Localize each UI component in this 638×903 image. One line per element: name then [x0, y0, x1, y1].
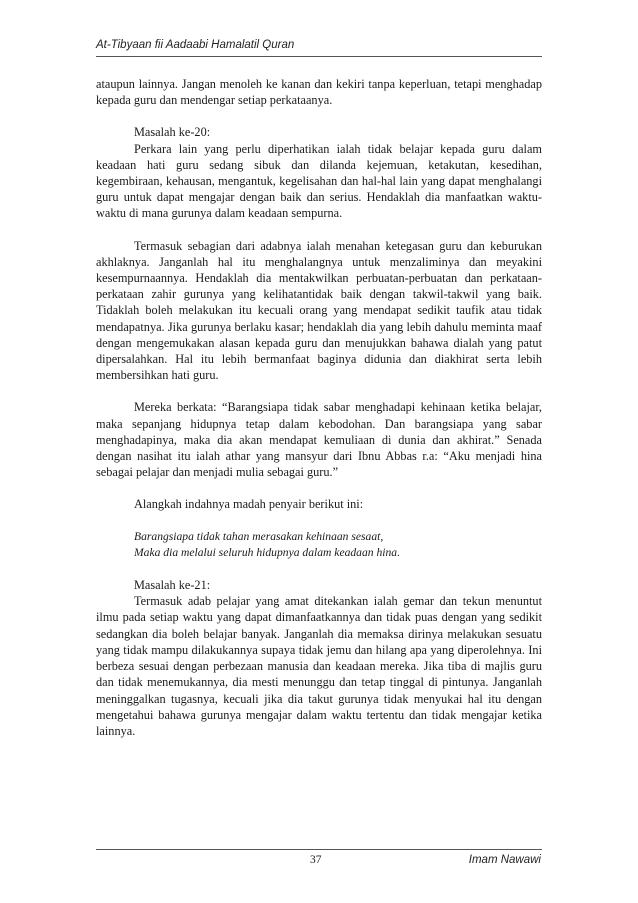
paragraph-continued: ataupun lainnya. Jangan menoleh ke kanan dan kekiri tanpa keperluan, tetapi menghadap kepada guru dan mendengar setiap perkataanya.	[96, 77, 542, 108]
poem-line: Barangsiapa tidak tahan merasakan kehinaan sesaat,	[134, 529, 384, 543]
paragraph: Mereka berkata: “Barangsiapa tidak sabar menghadapi kehinaan ketika belajar, maka sepanjang hidupnya tetap dalam kebodohan. Dan barangsiapa yang sabar menghadapinya, maka dia akan mendapat kemuliaan di dunia dan akhirat.” Senada dengan nasihat itu ialah athar yang mansyur dari Ibnu Abbas r.a: “Aku menjadi hina sebagai pelajar dan menjadi mulia sebagai guru.”	[96, 400, 542, 480]
paragraph-poem-intro: Alangkah indahnya madah penyair berikut ini:	[134, 497, 364, 512]
page-number: 37	[310, 854, 322, 866]
footer-author: Imam Nawawi	[468, 854, 541, 866]
running-header-title: At-Tibyaan fii Aadaabi Hamalatil Quran	[96, 39, 295, 51]
paragraph: Perkara lain yang perlu diperhatikan ialah tidak belajar kepada guru dalam keadaan hati guru sedang sibuk dan dilanda kejemuan, ketakutan, kesedihan, kegembiraan, kehausan, mengantuk, kegelisahan dan hal-hal lain yang dapat menghalangi guru untuk dapat mengajar dengan baik dan serius. Hendaklah dia manfaatkan waktu-waktu di mana gurunya dalam keadaan sempurna.	[96, 141, 542, 221]
poem-line: Maka dia melalui seluruh hidupnya dalam keadaan hina.	[134, 545, 400, 559]
paragraph: Termasuk sebagian dari adabnya ialah menahan ketegasan guru dan keburukan akhlaknya. Janganlah hal itu menghalangnya untuk menzaliminya dan meyakini kesempurnaannya. Hendaklah dia mentakwilkan perbuatan-perbuatan dan perkataan-perkataan zahir gurunya yang kelihatantidak baik dengan takwil-takwil yang baik. Tidaklah boleh melakukan itu kecuali orang yang mendapat sedikit taufik atau tidak mendapatnya. Jika gurunya berlaku kasar; hendaklah dia yang lebih dahulu meminta maaf dengan mengemukakan alasan kepada guru dan menujukkan bahawa dialah yang patut dipersalahkan. Hal itu lebih bermanfaat baginya didunia dan diakhirat serta lebih membersihkan hati guru.	[96, 238, 542, 383]
section-heading-21: Masalah ke-21:	[134, 578, 211, 593]
section-heading-20: Masalah ke-20:	[134, 125, 211, 140]
poem-block	[96, 529, 542, 561]
page-body	[96, 76, 542, 755]
footer-rule	[96, 849, 542, 850]
paragraph: Termasuk adab pelajar yang amat ditekankan ialah gemar dan tekun menuntut ilmu pada setiap waktu yang dapat dimanfaatkannya dan tidak puas dengan yang sedikit sedangkan dia boleh belajar banyak. Janganlah dia memaksa dirinya melakukan sesuatu yang tidak mampu dilakukannya supaya tidak jemu dan hilang apa yang diperolehnya. Ini berbeza sesuai dengan perbezaan manusia dan keadaan mereka. Jika tiba di majlis guru dan tidak menemukannya, dia mesti menunggu dan tetap tinggal di pintunya. Janganlah meninggalkan tugasnya, kecuali jika dia takut gurunya tidak menyukai hal itu dengan mengetahui bahawa gurunya mengajar dalam waktu tertentu dan tidak mengajar ketika lainnya.	[96, 594, 542, 738]
header-rule	[96, 56, 542, 57]
